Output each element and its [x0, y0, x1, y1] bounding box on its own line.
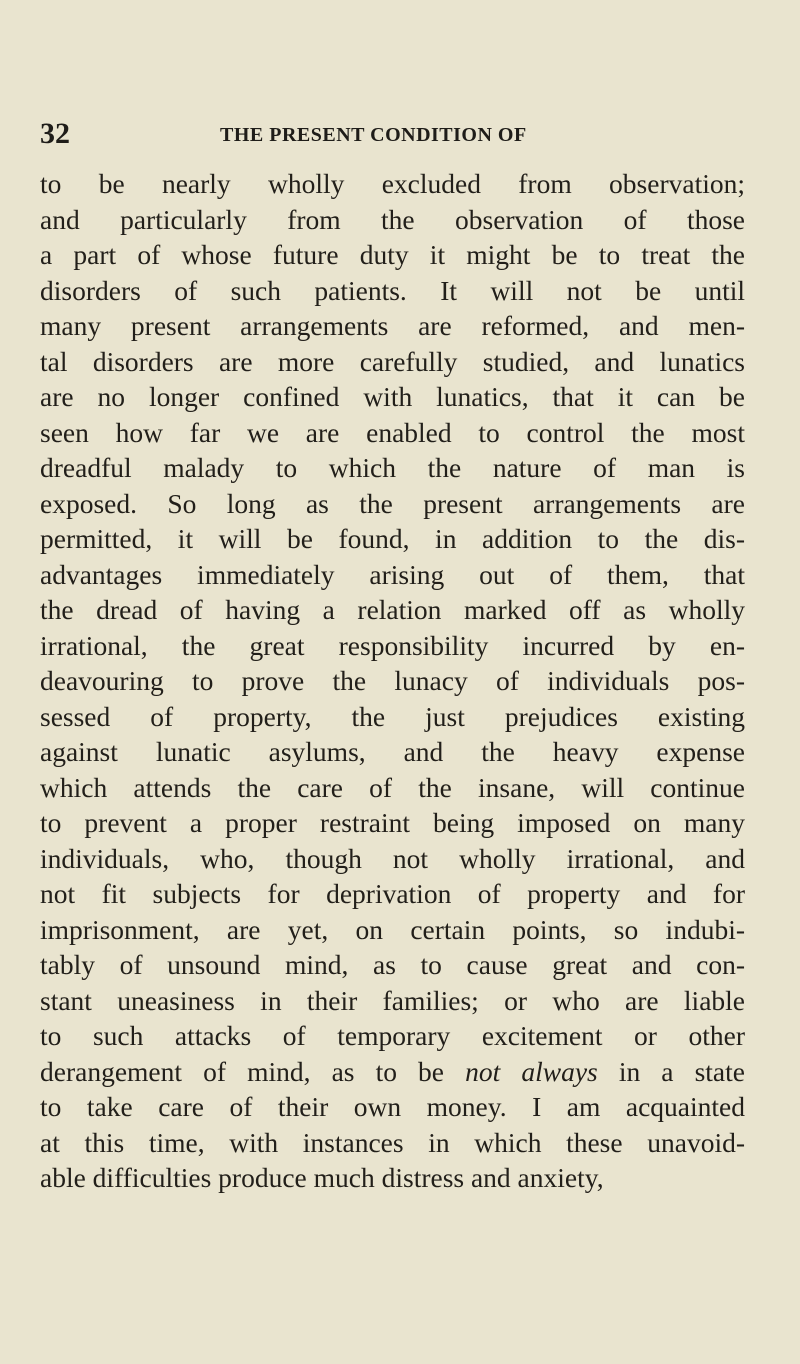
text-line: and particularly from the observation of those — [40, 203, 745, 235]
text-line: able difficulties produce much distress and anxiety, — [40, 1162, 604, 1193]
text-line: exposed. So long as the present arrangements are — [40, 487, 745, 519]
text-line: which attends the care of the insane, will continue — [40, 771, 745, 803]
text-line: imprisonment, are yet, on certain points, so indubi- — [40, 913, 745, 945]
text-line: are no longer confined with lunatics, that it can be — [40, 381, 745, 412]
text-line: permitted, it will be found, in addition to the dis- — [40, 523, 745, 554]
text-line: deavouring to prove the lunacy of individuals pos- — [40, 665, 745, 696]
text-line-with-italic — [40, 1054, 745, 1090]
text-line: many present arrangements are reformed, and men- — [40, 310, 745, 341]
page-header — [40, 116, 780, 152]
text-line: advantages immediately arising out of them, that — [40, 558, 745, 590]
text-line: stant uneasiness in their families; or who are liable — [40, 984, 745, 1016]
text-line: sessed of property, the just prejudices existing — [40, 700, 745, 732]
running-head: THE PRESENT CONDITION OF — [220, 124, 527, 146]
text-line: tal disorders are more carefully studied, and lunatics — [40, 345, 745, 377]
text-line: tably of unsound mind, as to cause great and con- — [40, 949, 745, 980]
text-line: the dread of having a relation marked off as wholly — [40, 594, 745, 625]
text-line: to be nearly wholly excluded from observation; — [40, 168, 745, 199]
text-line: at this time, with instances in which these unavoid- — [40, 1126, 745, 1158]
text-line: dreadful malady to which the nature of man is — [40, 452, 745, 483]
text-line: to take care of their own money. I am acquainted — [40, 1091, 745, 1122]
text-line: seen how far we are enabled to control the most — [40, 416, 745, 448]
page-number: 32 — [40, 117, 70, 150]
italic-emphasis: not always — [465, 1055, 598, 1087]
text-line: to prevent a proper restraint being imposed on many — [40, 807, 745, 838]
text-line: disorders of such patients. It will not be until — [40, 274, 745, 306]
text-line: not fit subjects for deprivation of property and for — [40, 878, 745, 909]
text-segment: derangement of mind, as to be — [40, 1055, 466, 1087]
text-line: against lunatic asylums, and the heavy expense — [40, 736, 745, 767]
text-line: individuals, who, though not wholly irrational, and — [40, 842, 745, 874]
text-line: a part of whose future duty it might be to treat the — [40, 239, 745, 270]
text-line: irrational, the great responsibility incurred by en- — [40, 629, 745, 661]
body-text — [40, 166, 745, 1196]
text-segment: in a state — [597, 1055, 745, 1087]
text-line: to such attacks of temporary excitement or other — [40, 1020, 745, 1051]
